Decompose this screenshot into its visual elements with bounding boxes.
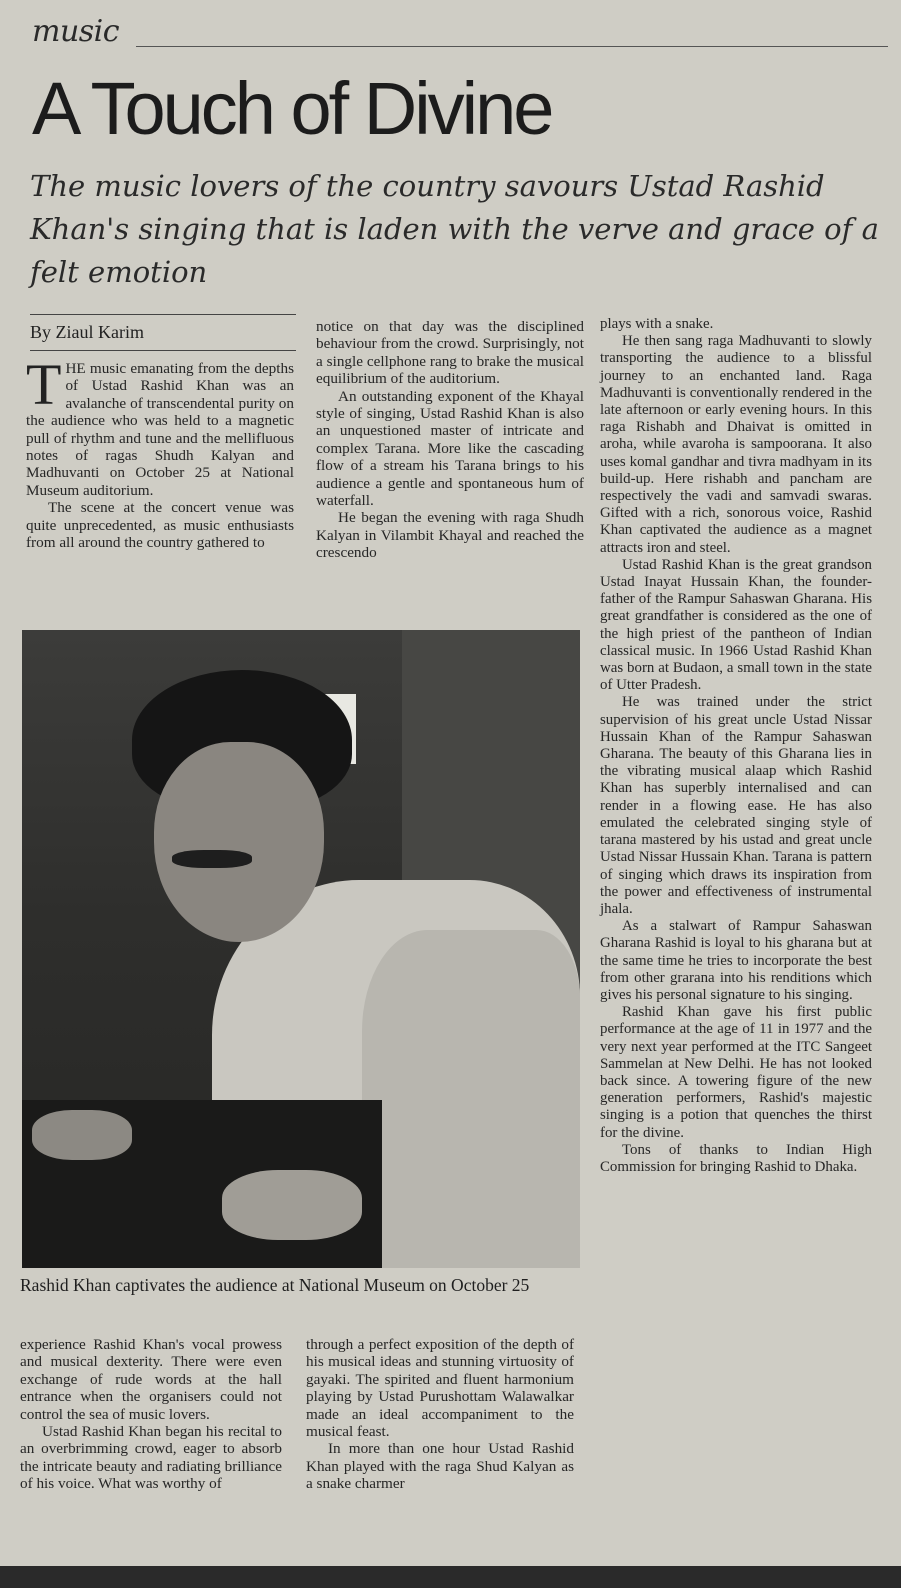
article-paragraph: Ustad Rashid Khan is the great grandson Ustad Inayat Hussain Khan, the founder-father of the Rampur Sahaswan Gharana. His great grandfather is considered as the one of the high priest of the pantheon of Indian classical music. In 1966 Ustad Rashid Khan was born at Budaon, a small town in the state of Utter Pradesh. (600, 556, 872, 694)
article-paragraph: experience Rashid Khan's vocal prowess and musical dexterity. There were even exchange of rude words at the hall entrance when the organisers could not control the sea of music lovers. (20, 1336, 282, 1423)
page-bottom-bar (0, 1566, 901, 1588)
deck-subtitle: The music lovers of the country savours Ustad Rashid Khan's singing that is laden with the verve and grace of a felt emotion (30, 169, 879, 289)
article-paragraph: Rashid Khan gave his first public performance at the age of 11 in 1977 and the very next year performed at the ITC Sangeet Sammelan at New Delhi. He has not looked back since. A towering figure of the new generation performers, Rashid's majestic singing is a potion that quenches the thirst for the divine. (600, 1004, 872, 1141)
article-paragraph: plays with a snake. (600, 316, 714, 332)
photo-rashid-khan (22, 630, 580, 1268)
article-column-bottom-left (20, 1336, 282, 1493)
article-paragraph: through a perfect exposition of the depth of his musical ideas and stunning virtuosity of gayaki. The spirited and fluent harmonium playing by Ustad Purushottam Walawalkar made an ideal accompaniment to the musical feast. (306, 1336, 574, 1441)
article-paragraph: As a stalwart of Rampur Sahaswan Gharana Rashid is loyal to his gharana but at the same time he tries to incorporate the best from other grarana into his renditions which gives his personal signature to his singing. (600, 918, 872, 1003)
photo-face (154, 742, 324, 942)
byline-rule-bottom (30, 350, 296, 351)
article-paragraph: Ustad Rashid Khan began his recital to an overbrimming crowd, eager to absorb the intricate beauty and radiating brilliance of his voice. What was worthy of (20, 1423, 282, 1493)
article-paragraph: He began the evening with raga Shudh Kalyan in Vilambit Khayal and reached the crescendo (316, 509, 584, 562)
photo-caption: Rashid Khan captivates the audience at National Museum on October 25 (20, 1275, 530, 1295)
article-paragraph: He then sang raga Madhuvanti to slowly transporting the audience to a blissful journey to an enchanted land. Raga Madhuvanti is conventionally rendered in the late afternoon or early evening hours. In this raga Rishabh and Dhaivat is omitted in aroha, while avaroha is sampoorana. It also uses komal gandhar and tivra madhyam in its build-up. Here rishabh and pancham are respectively the vadi and samvadi swaras. Gifted with a rich, sonorous voice, Rashid Khan captivated the audience as a magnet attracts iron and steel. (600, 333, 872, 556)
byline-rule-top (30, 314, 296, 315)
article-column-1 (26, 352, 294, 552)
photo-mustache (172, 850, 252, 868)
article-column-3 (600, 316, 872, 1176)
paragraph-text: HE music emanating from the depths of Ustad Rashid Khan was an avalanche of transcendental purity on the audience who was held to a magnetic pull of rhythm and tune and the mellifluous notes of ragas Shudh Kalyan and Madhuvanti on October 25 at National Museum auditorium. (26, 360, 294, 499)
article-paragraph: The scene at the concert venue was quite unprecedented, as music enthusiasts from all around the country gathered to (26, 499, 294, 552)
article-paragraph: An outstanding exponent of the Khayal style of singing, Ustad Rashid Khan is also an unquestioned master of intricate and complex Tarana. More like the cascading flow of a stream his Tarana brings to his audience a gentle and spontaneous hum of waterfall. (316, 387, 584, 510)
article-column-2 (316, 318, 584, 562)
headline: A Touch of Divine (32, 67, 552, 150)
article-paragraph: notice on that day was the disciplined behaviour from the crowd. Surprisingly, not a single cellphone rang to brake the musical equilibrium of the auditorium. (316, 318, 584, 388)
article-column-bottom-mid (306, 1336, 574, 1493)
photo-shirt-shadow (362, 930, 580, 1268)
article-paragraph (26, 352, 294, 499)
byline: By Ziaul Karim (30, 322, 144, 342)
photo-hand-left (32, 1110, 132, 1160)
drop-cap: T (26, 352, 62, 417)
photo-hand-right (222, 1170, 362, 1240)
article-paragraph: He was trained under the strict supervision of his great uncle Ustad Nissar Hussain Khan of the Rampur Sahaswan Gharana. The beauty of this Gharana lies in the vibrating musical alaap which Rashid Khan has superbly internalised and can render in a flowing ease. He has also emulated the celebrated singing style of tarana mastered by his ustad and great uncle Ustad Nissar Hussain Khan. Tarana is pattern of singing which draws its inspiration from the power and effectiveness of instrumental jhala. (600, 694, 872, 917)
section-label: music (32, 14, 120, 49)
article-paragraph: In more than one hour Ustad Rashid Khan played with the raga Shud Kalyan as a snake charmer (306, 1440, 574, 1493)
article-paragraph: Tons of thanks to Indian High Commission for bringing Rashid to Dhaka. (600, 1141, 872, 1175)
section-rule (136, 46, 888, 47)
